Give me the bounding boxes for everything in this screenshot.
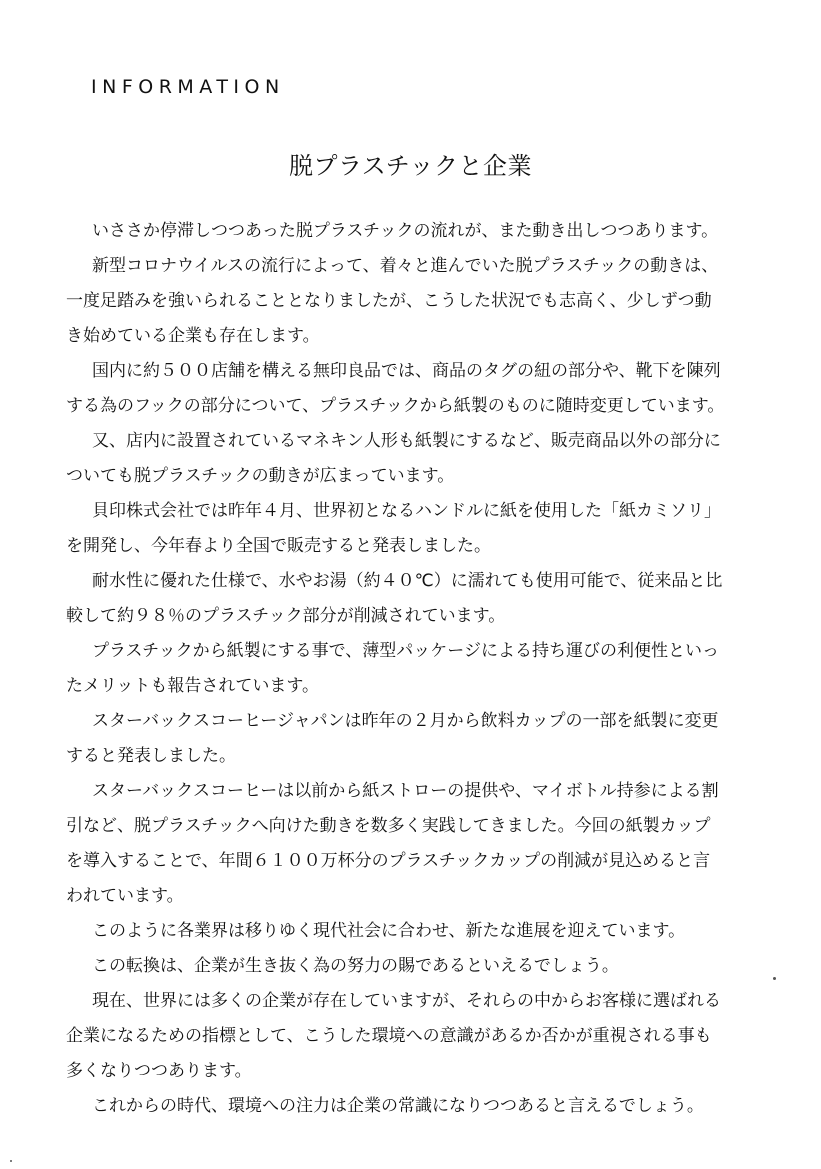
text-line: 引など、脱プラスチックへ向けた動きを数多く実践してきました。今回の紙製カップ [66, 816, 711, 836]
text-line: たメリットも報告されています。 [66, 676, 319, 696]
paragraph [92, 214, 752, 249]
paragraph [66, 774, 752, 914]
text-line: 多くなりつつあります。 [66, 1061, 252, 1081]
text-line: を開発し、今年春より全国で販売すると発表しました。 [66, 536, 491, 556]
scan-speck [10, 1160, 12, 1162]
text-line: き始めている企業も存在します。 [66, 326, 320, 346]
paragraph [66, 704, 752, 774]
text-line: ついても脱プラスチックの動きが広まっています。 [66, 466, 455, 486]
paragraph [66, 424, 752, 494]
text-line: 現在、世界には多くの企業が存在していますが、それらの中からお客様に選ばれる [92, 991, 721, 1011]
text-line: このように各業界は移りゆく現代社会に合わせ、新たな進展を迎えています。 [92, 921, 686, 941]
paragraph [92, 949, 752, 984]
paragraph [66, 249, 752, 354]
scan-speck [773, 977, 776, 980]
paragraph [66, 354, 752, 424]
text-line: 貝印株式会社では昨年４月、世界初となるハンドルに紙を使用した「紙カミソリ」 [92, 501, 721, 521]
text-line: プラスチックから紙製にする事で、薄型パッケージによる持ち運びの利便性といっ [92, 641, 719, 661]
text-line: これからの時代、環境への注力は企業の常識になりつつあると言えるでしょう。 [92, 1096, 704, 1116]
document-title: 脱プラスチックと企業 [288, 152, 533, 180]
text-line: 新型コロナウイルスの流行によって、着々と進んでいた脱プラスチックの動きは、 [92, 256, 719, 276]
text-line: 国内に約５００店舗を構える無印良品では、商品のタグの紐の部分や、靴下を陳列 [92, 361, 721, 381]
text-line: スターバックスコーヒーは以前から紙ストローの提供や、マイボトル持参による割 [92, 781, 719, 801]
text-line: する為のフックの部分について、プラスチックから紙製のものに随時変更しています。 [66, 396, 725, 416]
article-body [66, 214, 752, 1124]
text-line: 又、店内に設置されているマネキン人形も紙製にするなど、販売商品以外の部分に [92, 431, 721, 451]
text-line: 一度足踏みを強いられることとなりましたが、こうした状況でも志高く、少しずつ動 [66, 291, 712, 311]
paragraph [92, 1089, 752, 1124]
text-line: この転換は、企業が生き抜く為の努力の賜であるといえるでしょう。 [92, 956, 619, 976]
paragraph [66, 634, 752, 704]
paragraph [66, 494, 752, 564]
paragraph [66, 564, 752, 634]
section-label: INFORMATION [91, 76, 285, 98]
text-line: すると発表しました。 [66, 746, 236, 766]
text-line: を導入することで、年間６１００万杯分のプラスチックカップの削減が見込めると言 [66, 851, 711, 871]
paragraph [92, 914, 752, 949]
text-line: スターバックスコーヒージャパンは昨年の２月から飲料カップの一部を紙製に変更 [92, 711, 719, 731]
text-line: 較して約９８％のプラスチック部分が削減されています。 [66, 606, 506, 626]
paragraph [66, 984, 752, 1089]
text-line: われています。 [66, 886, 184, 906]
text-line: 耐水性に優れた仕様で、水やお湯（約４０℃）に濡れても使用可能で、従来品と比 [92, 571, 723, 591]
text-line: いささか停滞しつつあった脱プラスチックの流れが、また動き出しつつあります。 [92, 221, 719, 241]
text-line: 企業になるための指標として、こうした環境への意識があるか否かが重視される事も [66, 1026, 712, 1046]
